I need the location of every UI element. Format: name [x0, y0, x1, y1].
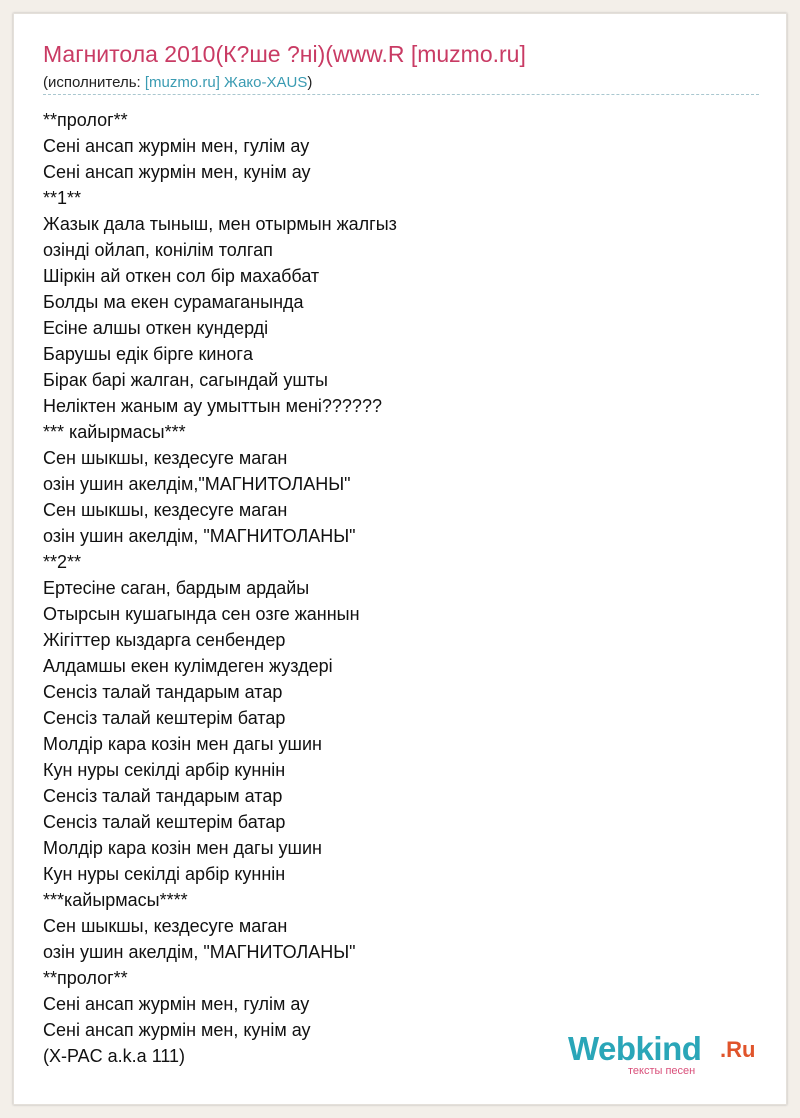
lyric-line: Бірак барі жалган, сагындай ушты: [43, 370, 328, 390]
lyric-line: *** кайырмасы***: [43, 422, 186, 442]
lyric-line: (X-PAC a.k.a 111): [43, 1046, 186, 1066]
lyric-line: Ертесіне саган, бардым ардайы: [43, 578, 310, 598]
lyric-line: **пролог**: [43, 968, 128, 988]
lyric-line: Молдір кара козін мен дагы ушин: [43, 734, 322, 754]
lyric-line: Барушы едік бірге киногa: [43, 344, 253, 364]
lyric-line: Сені ансап журмін мен, кунім ау: [43, 1020, 311, 1040]
song-title: Магнитола 2010(К?ше ?ні)(www.R [muzmo.ru]: [43, 41, 526, 67]
lyric-line: Жазык дала тыныш, мен отырмын жалгыз: [43, 214, 397, 234]
lyrics-list: [43, 107, 397, 1069]
lyric-line: Сен шыкшы, кездесуге маган: [43, 500, 288, 520]
lyric-line: Сенсіз талай кештерім батар: [43, 812, 286, 832]
logo-wordmark: Webkind: [568, 1030, 702, 1067]
page-sheet: [13, 13, 787, 1105]
logo-tagline: тексты песен: [628, 1065, 696, 1077]
artist-suffix: ): [307, 74, 313, 91]
lyric-line: Жігіттер кыздарга сенбендер: [43, 630, 286, 650]
lyric-line: **пролог**: [43, 110, 128, 130]
lyric-line: Кун нуры секілді арбір куннін: [43, 864, 286, 884]
lyric-line: Сені ансап журмін мен, гулім ау: [43, 136, 310, 156]
lyric-line: озін ушин акелдім,"МАГНИТОЛАНЫ": [43, 474, 351, 494]
header-divider: [43, 94, 759, 95]
lyric-line: Алдамшы екен кулімдеген жуздері: [43, 656, 333, 676]
lyric-line: Молдір кара козін мен дагы ушин: [43, 838, 322, 858]
lyric-line: Есіне алшы откен кундерді: [43, 318, 269, 338]
logo-domain: .Ru: [720, 1037, 756, 1062]
artist-line: [43, 74, 312, 91]
lyric-line: **2**: [43, 552, 82, 572]
lyric-line: Отырсын кушагында сен озге жаннын: [43, 604, 360, 624]
lyric-line: Сенсіз талай тандарым атар: [43, 682, 283, 702]
lyric-line: Сен шыкшы, кездесуге маган: [43, 916, 288, 936]
artist-link[interactable]: [muzmo.ru] Жако-XAUS: [144, 74, 308, 91]
lyric-line: Шіркін ай откен сол бір махаббат: [43, 266, 320, 286]
lyric-line: ***кайырмасы****: [43, 890, 188, 910]
lyric-line: озін ушин акелдім, "МАГНИТОЛАНЫ": [43, 526, 356, 546]
lyric-line: Сенсіз талай тандарым атар: [43, 786, 283, 806]
lyric-line: Болды ма екен сурамаганында: [43, 292, 304, 312]
lyric-line: Кун нуры секілді арбір куннін: [43, 760, 286, 780]
lyric-line: озінді ойлап, конілім толгап: [43, 240, 273, 260]
lyric-line: Сені ансап журмін мен, кунім ау: [43, 162, 311, 182]
lyric-line: Сен шыкшы, кездесуге маган: [43, 448, 288, 468]
lyric-line: озін ушин акелдім, "МАГНИТОЛАНЫ": [43, 942, 356, 962]
lyric-line: **1**: [43, 188, 82, 208]
lyric-line: Сенсіз талай кештерім батар: [43, 708, 286, 728]
lyric-line: Сені ансап журмін мен, гулім ау: [43, 994, 310, 1014]
lyric-line: Неліктен жаным ау умыттын мені??????: [43, 396, 382, 416]
webkind-logo[interactable]: [568, 1030, 758, 1080]
artist-prefix: (исполнитель:: [43, 74, 145, 91]
